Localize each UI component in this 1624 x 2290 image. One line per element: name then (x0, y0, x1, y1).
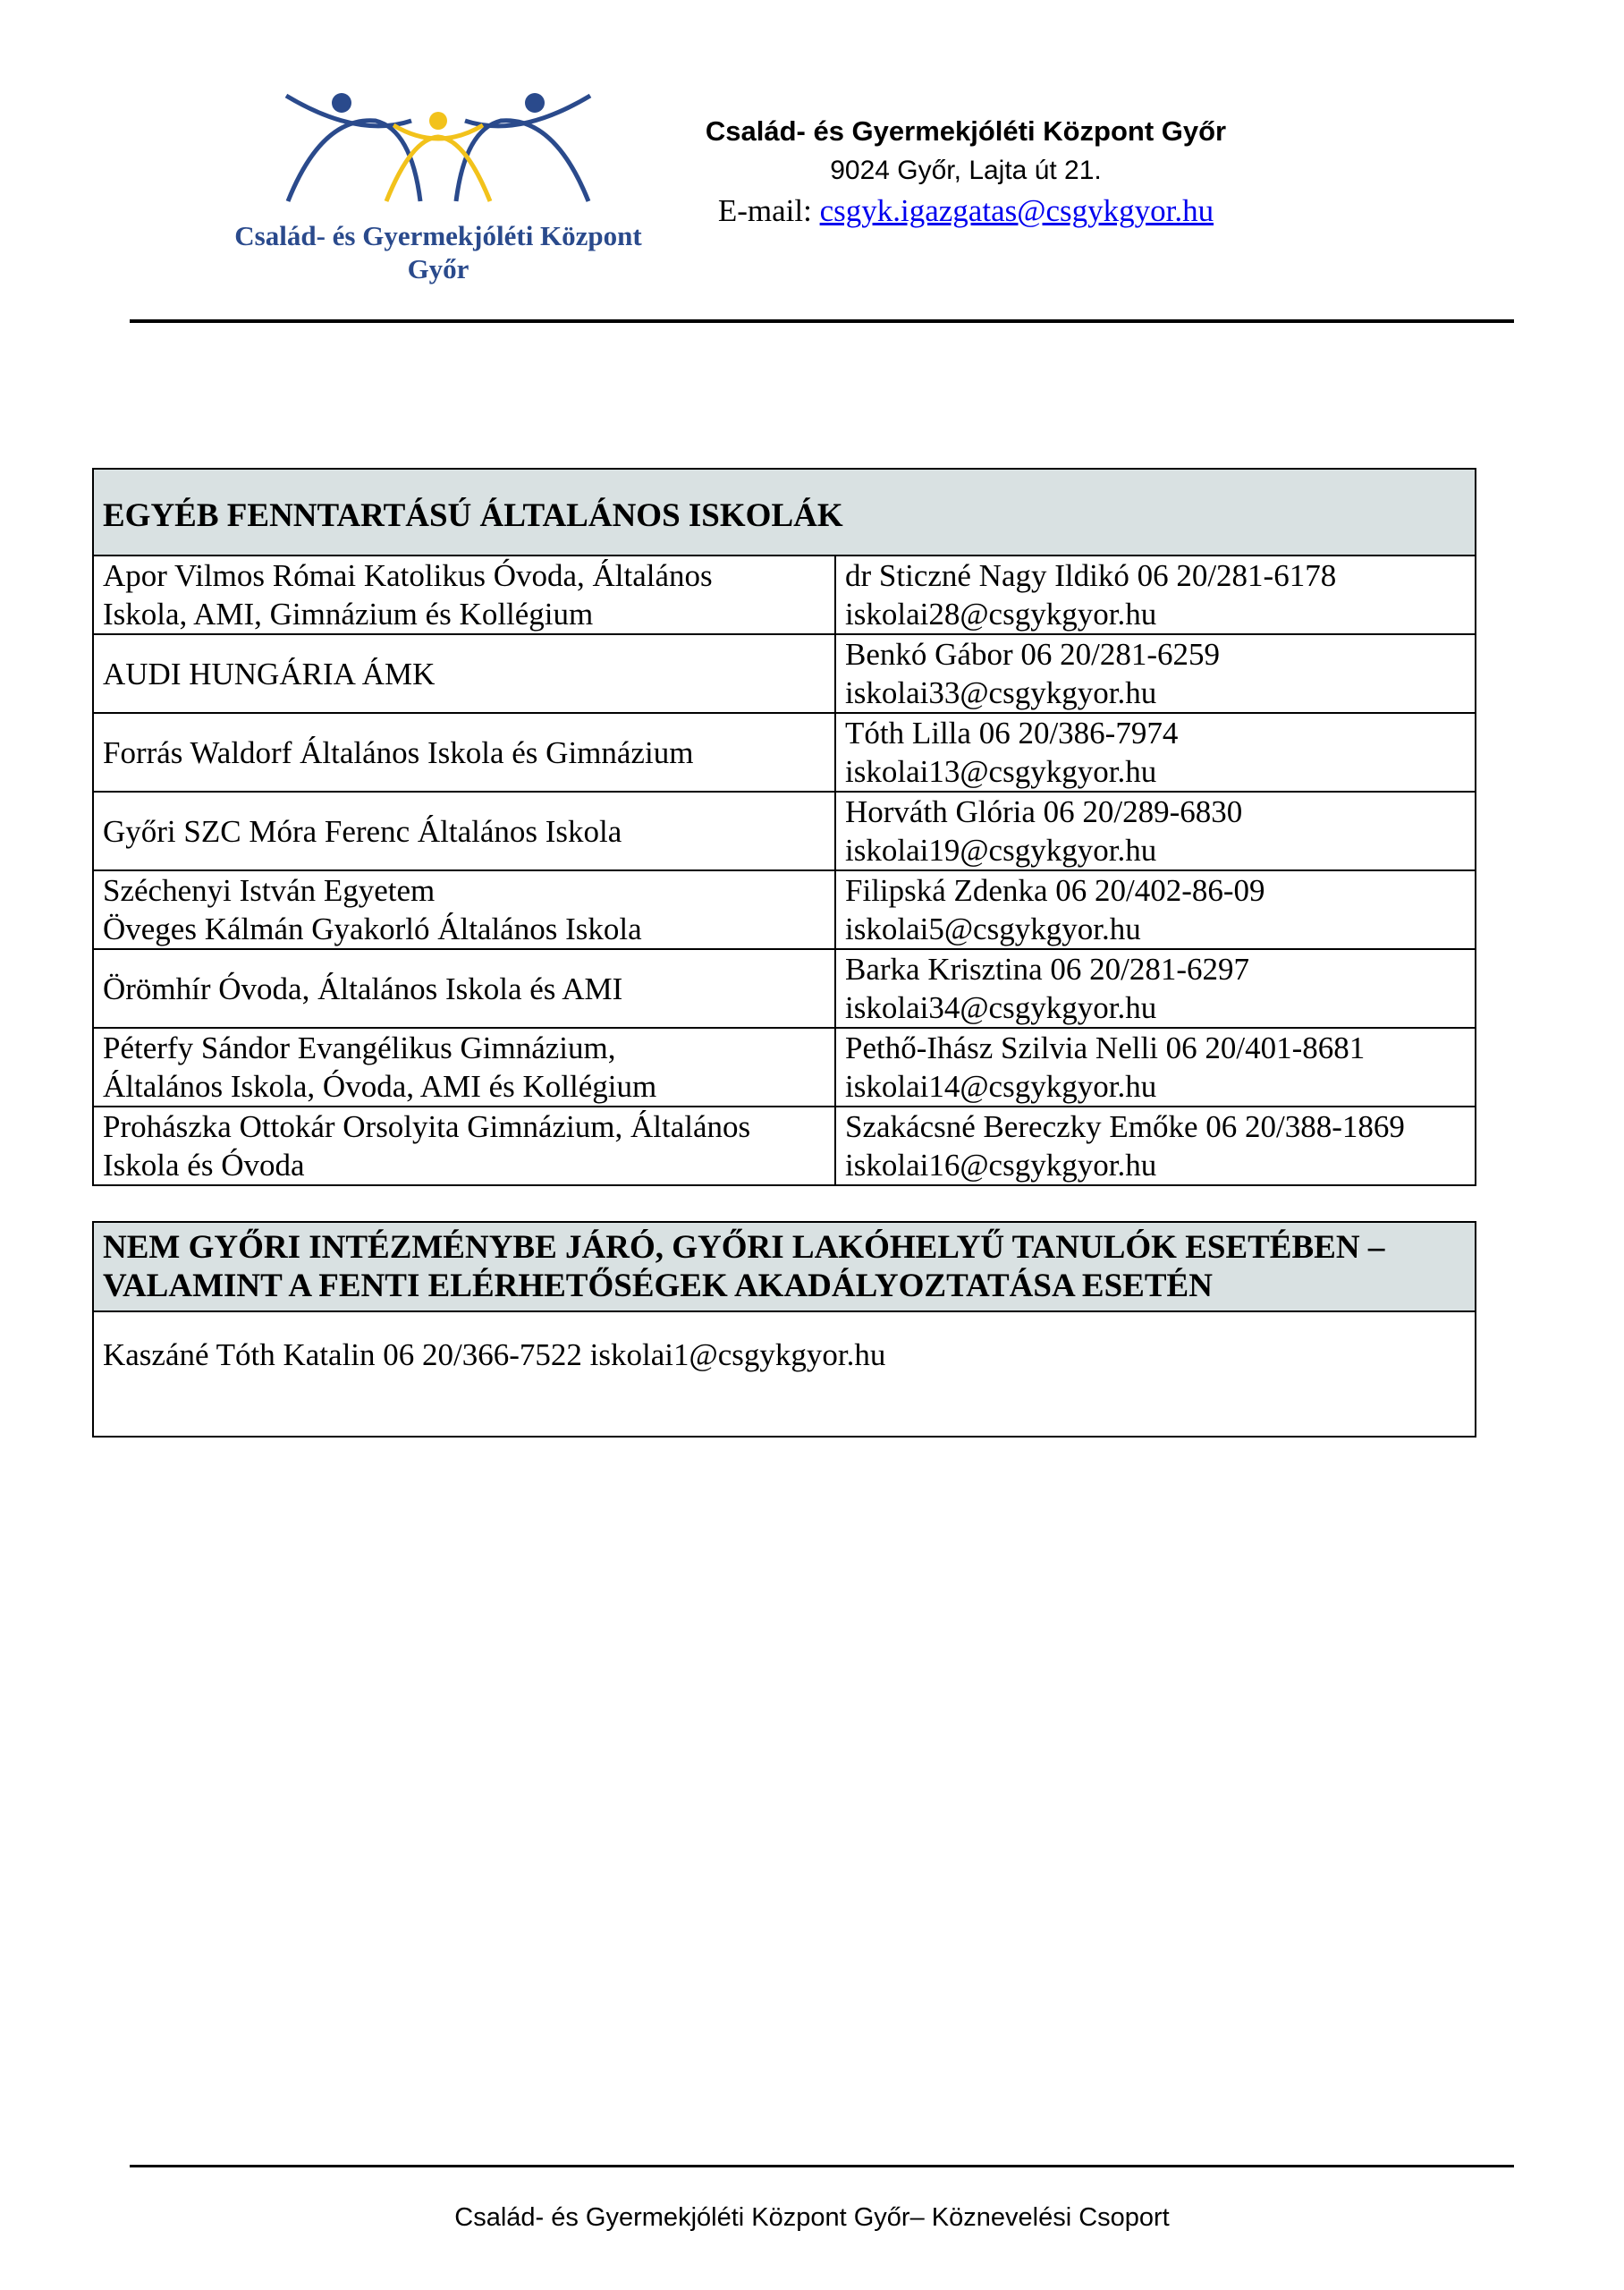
school-name-cell (93, 1028, 835, 1107)
footer-divider (130, 2165, 1514, 2167)
contact-cell (835, 1028, 1476, 1107)
fallback-table-header-row (93, 1222, 1476, 1311)
school-name-line: Örömhír Óvoda, Általános Iskola és AMI (103, 971, 623, 1006)
school-name-line: Iskola, AMI, Gimnázium és Kollégium (103, 597, 594, 632)
school-name-line: Általános Iskola, Óvoda, AMI és Kollégium (103, 1069, 657, 1104)
organization-contact-block (689, 112, 1243, 232)
contact-email[interactable]: iskolai34@csgykgyor.hu (845, 990, 1157, 1025)
contact-cell (835, 870, 1476, 949)
school-name-cell (93, 556, 835, 634)
contact-person: Horváth Glória 06 20/289-6830 (845, 794, 1243, 829)
header-divider (130, 319, 1514, 323)
contact-cell (835, 1107, 1476, 1185)
schools-table-title: EGYÉB FENNTARTÁSÚ ÁLTALÁNOS ISKOLÁK (93, 469, 1476, 556)
school-name-cell (93, 1107, 835, 1185)
school-row (93, 713, 1476, 792)
organization-email-line (689, 191, 1243, 232)
contact-person: Filipská Zdenka 06 20/402-86-09 (845, 873, 1265, 908)
fallback-title-line1: NEM GYŐRI INTÉZMÉNYBE JÁRÓ, GYŐRI LAKÓHELYŰ TANULÓK ESETÉBEN – (103, 1229, 1385, 1266)
contact-person: dr Sticzné Nagy Ildikó 06 20/281-6178 (845, 558, 1337, 593)
schools-table-body (93, 556, 1476, 1185)
organization-name: Család- és Gyermekjóléti Központ Győr (705, 115, 1227, 147)
contact-cell (835, 556, 1476, 634)
schools-table-header-row (93, 469, 1476, 556)
fallback-contact: Kaszáné Tóth Katalin 06 20/366-7522 iskolai1@csgykgyor.hu (93, 1311, 1476, 1437)
contact-person: Szakácsné Bereczky Emőke 06 20/388-1869 (845, 1109, 1405, 1144)
contact-person: Barka Krisztina 06 20/281-6297 (845, 952, 1249, 987)
school-name-line: Széchenyi István Egyetem (103, 873, 436, 908)
contact-email[interactable]: iskolai14@csgykgyor.hu (845, 1069, 1157, 1104)
school-row (93, 792, 1476, 870)
school-row (93, 1028, 1476, 1107)
school-name-line: Iskola és Óvoda (103, 1148, 305, 1183)
school-row (93, 556, 1476, 634)
school-name-line: AUDI HUNGÁRIA ÁMK (103, 656, 436, 691)
schools-table (92, 468, 1476, 1186)
contact-email[interactable]: iskolai13@csgykgyor.hu (845, 754, 1157, 789)
contact-email[interactable]: iskolai19@csgykgyor.hu (845, 833, 1157, 868)
contact-cell (835, 949, 1476, 1028)
contact-cell (835, 634, 1476, 713)
school-name-cell (93, 713, 835, 792)
logo-text-line1: Család- és Gyermekjóléti Központ (234, 220, 642, 251)
contact-person: Tóth Lilla 06 20/386-7974 (845, 716, 1179, 751)
school-name-line: Győri SZC Móra Ferenc Általános Iskola (103, 813, 622, 849)
email-label: E-mail: (717, 193, 812, 228)
school-name-line: Forrás Waldorf Általános Iskola és Gimnázium (103, 734, 694, 770)
logo-text (228, 219, 648, 285)
contact-email[interactable]: iskolai33@csgykgyor.hu (845, 675, 1157, 710)
school-name-line: Apor Vilmos Római Katolikus Óvoda, Általános (103, 558, 713, 593)
contact-cell (835, 713, 1476, 792)
school-row (93, 870, 1476, 949)
contact-email[interactable]: iskolai28@csgykgyor.hu (845, 597, 1157, 632)
school-name-line: Öveges Kálmán Gyakorló Általános Iskola (103, 912, 642, 946)
contact-email[interactable]: iskolai5@csgykgyor.hu (845, 912, 1141, 946)
school-name-line: Péterfy Sándor Evangélikus Gimnázium, (103, 1030, 616, 1065)
contact-person: Benkó Gábor 06 20/281-6259 (845, 637, 1220, 672)
fallback-table-title (93, 1222, 1476, 1311)
school-name-cell (93, 870, 835, 949)
organization-logo (228, 85, 648, 300)
contact-email[interactable]: iskolai16@csgykgyor.hu (845, 1148, 1157, 1183)
organization-address: 9024 Győr, Lajta út 21. (830, 156, 1102, 185)
contact-cell (835, 792, 1476, 870)
school-row (93, 634, 1476, 713)
logo-text-line2: Győr (407, 253, 469, 284)
email-link[interactable]: csgyk.igazgatas@csgykgyor.hu (819, 193, 1214, 228)
fallback-table-row (93, 1311, 1476, 1437)
school-name-line: Prohászka Ottokár Orsolyita Gimnázium, Általános (103, 1109, 751, 1144)
school-name-cell (93, 792, 835, 870)
school-name-cell (93, 634, 835, 713)
fallback-contact-table (92, 1221, 1476, 1438)
school-name-cell (93, 949, 835, 1028)
page-footer: Család- és Gyermekjóléti Központ Győr– Köznevelési Csoport (454, 2203, 1170, 2232)
school-row (93, 949, 1476, 1028)
family-figures-icon (277, 85, 599, 210)
contact-person: Pethő-Ihász Szilvia Nelli 06 20/401-8681 (845, 1030, 1366, 1065)
fallback-title-line2: VALAMINT A FENTI ELÉRHETŐSÉGEK AKADÁLYOZTATÁSA ESETÉN (103, 1268, 1213, 1304)
school-row (93, 1107, 1476, 1185)
